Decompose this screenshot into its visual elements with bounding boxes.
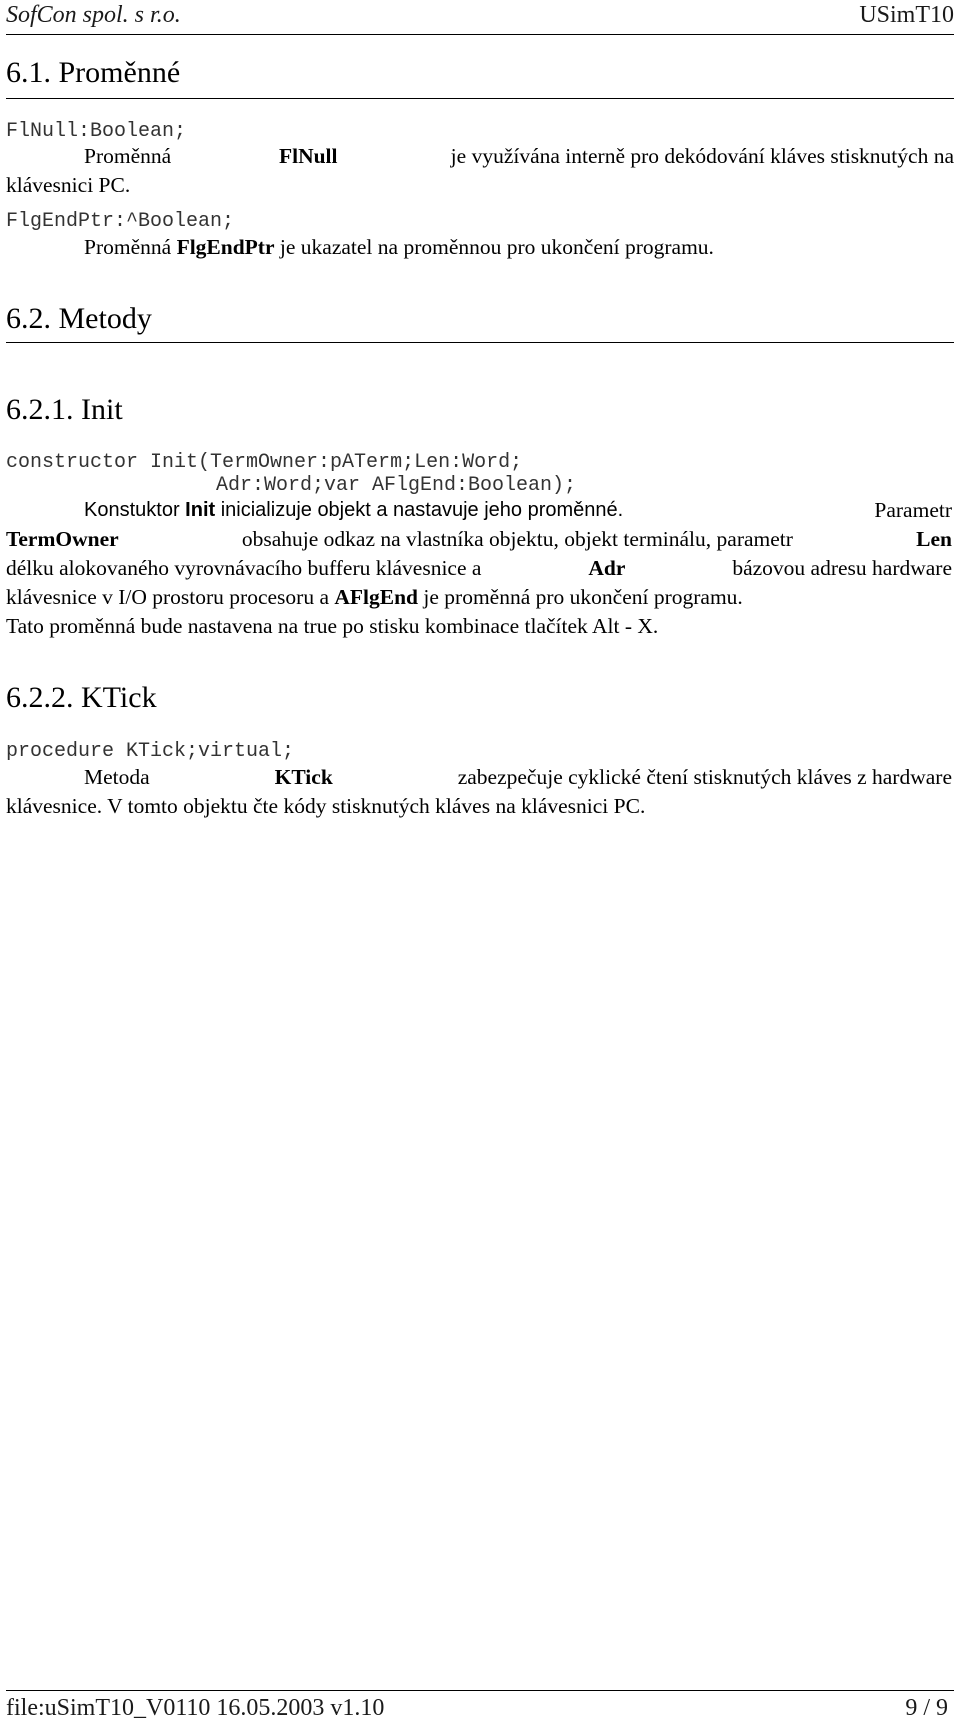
running-header	[6, 2, 954, 35]
section-6-1-heading	[6, 56, 180, 90]
code-declaration: constructor Init(TermOwner:pATerm;Len:Word;	[6, 451, 523, 474]
text-segment: Proměnná	[84, 144, 172, 168]
text-segment: Parametr	[874, 498, 952, 522]
text-bold: FlgEndPtr	[176, 235, 275, 259]
paragraph-line	[6, 525, 952, 554]
text-bold: Adr	[588, 556, 626, 580]
text-segment: je ukazatel na proměnnou pro ukončení programu.	[274, 235, 714, 259]
paragraph-line	[84, 233, 714, 262]
text-bold: KTick	[274, 765, 333, 789]
paragraph-line	[84, 763, 952, 792]
section-title: Metody	[58, 302, 152, 335]
text-segment: Konstuktor	[84, 499, 186, 521]
ktick-paragraph	[6, 763, 954, 821]
code-declaration: procedure KTick;virtual;	[6, 740, 295, 763]
running-footer	[6, 1690, 954, 1731]
text-bold: Init	[185, 499, 216, 521]
paragraph-line: klávesnici PC.	[6, 173, 131, 197]
text-segment: délku alokovaného vyrovnávacího bufferu klávesnice a	[6, 556, 487, 580]
text-bold: AFlgEnd	[334, 585, 419, 609]
section-number: 6.2.	[6, 302, 51, 335]
paragraph-line: Tato proměnná bude nastavena na true po stisku kombinace tlačítek Alt - X.	[6, 614, 659, 638]
text-segment: Proměnná	[84, 235, 177, 259]
text-bold: TermOwner	[6, 527, 119, 551]
paragraph-line	[6, 583, 954, 612]
section-title: Init	[81, 393, 123, 426]
text-segment: je proměnná pro ukončení programu.	[418, 585, 743, 609]
section-rule	[6, 342, 954, 343]
text-segment: bázovou adresu hardware	[726, 556, 952, 580]
text-segment: klávesnice v I/O prostoru procesoru a	[6, 585, 335, 609]
text-bold: Len	[916, 527, 952, 551]
init-paragraph	[6, 496, 954, 641]
section-6-2-heading	[6, 302, 152, 336]
footer-file-info: file:uSimT10_V0110 16.05.2003 v1.10	[6, 1695, 385, 1721]
code-declaration-continuation: Adr:Word;var AFlgEnd:Boolean);	[216, 474, 577, 497]
text-segment: zabezpečuje cyklické čtení stisknutých kláves z hardware	[452, 765, 952, 789]
section-number: 6.1.	[6, 56, 51, 89]
paragraph-line: klávesnice. V tomto objektu čte kódy stisknutých kláves na klávesnici PC.	[6, 794, 646, 818]
text-segment: Metoda	[84, 765, 156, 789]
section-number: 6.2.2.	[6, 681, 74, 714]
section-title: KTick	[81, 681, 157, 714]
text-segment: inicializuje objekt a nastavuje jeho proměnné.	[215, 499, 624, 521]
section-6-2-1-heading	[6, 393, 123, 427]
paragraph-line	[84, 142, 954, 171]
header-company: SofCon spol. s r.o.	[6, 2, 181, 28]
section-title: Proměnné	[58, 56, 181, 89]
section-number: 6.2.1.	[6, 393, 74, 426]
text-segment: je využívána interně pro dekódování kláves stisknutých na	[445, 144, 954, 168]
paragraph-line	[84, 496, 952, 525]
section-rule	[6, 98, 954, 99]
text-segment	[84, 496, 623, 525]
code-declaration: FlgEndPtr:^Boolean;	[6, 210, 235, 233]
paragraph-line	[6, 554, 952, 583]
code-declaration: FlNull:Boolean;	[6, 120, 187, 143]
header-product: USimT10	[859, 2, 954, 28]
text-segment: obsahuje odkaz na vlastníka objektu, objekt terminálu, parametr	[236, 527, 799, 551]
section-6-2-2-heading	[6, 681, 157, 715]
text-bold: FlNull	[278, 144, 338, 168]
footer-page-number: 9 / 9	[905, 1695, 948, 1721]
